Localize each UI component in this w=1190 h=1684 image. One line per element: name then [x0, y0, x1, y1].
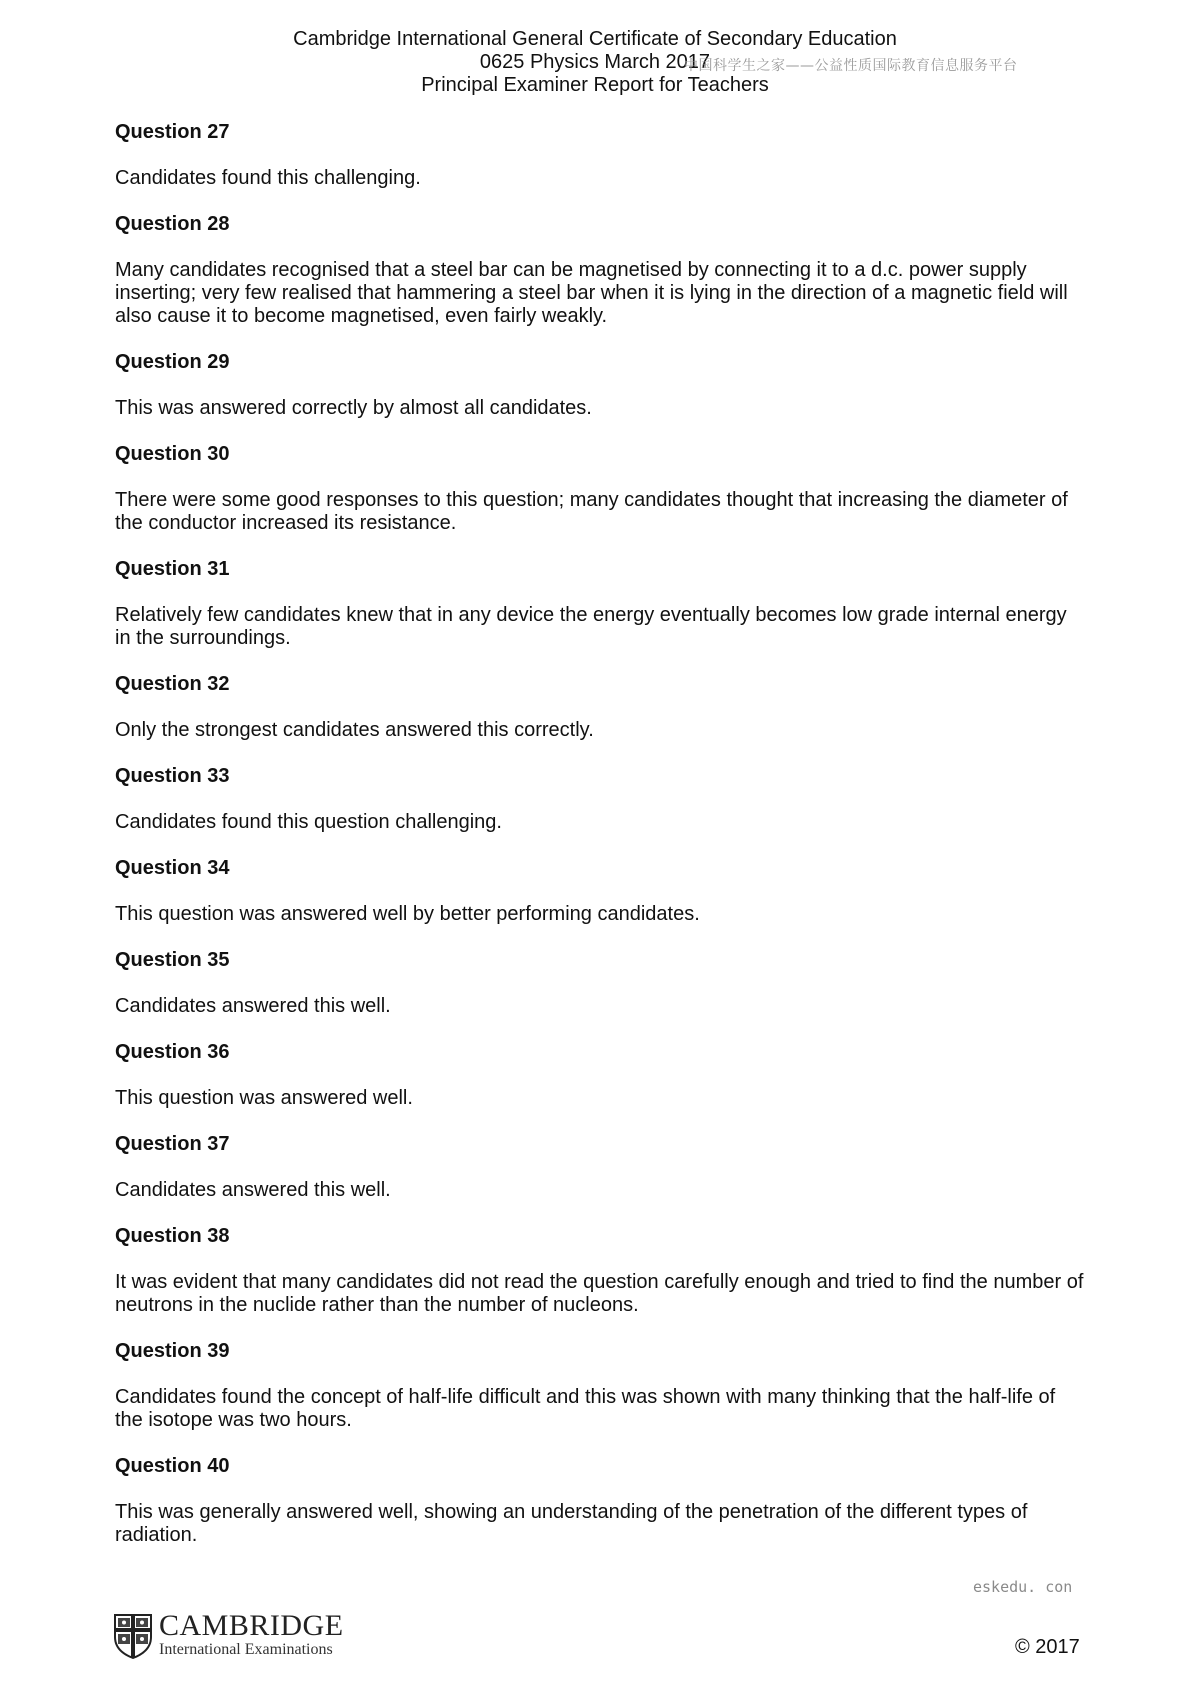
cambridge-logo	[113, 1609, 344, 1660]
question-title: Question 27	[115, 121, 230, 143]
question-title: Question 29	[115, 351, 230, 373]
question-title: Question 34	[115, 857, 230, 879]
header-syllabus: 0625 Physics March 2017	[479, 51, 711, 73]
question-comment: This question was answered well by better performing candidates.	[115, 903, 700, 925]
question-block	[115, 351, 1085, 420]
question-comment: There were some good responses to this question; many candidates thought that increasing the diameter of the conductor increased its resistance.	[115, 489, 1068, 534]
question-block	[115, 673, 1085, 742]
question-block	[115, 121, 1085, 190]
question-block	[115, 1133, 1085, 1202]
question-block	[115, 1340, 1085, 1432]
question-block	[115, 857, 1085, 926]
question-block	[115, 213, 1085, 328]
question-comment: Candidates answered this well.	[115, 1179, 391, 1201]
question-title: Question 35	[115, 949, 230, 971]
question-comment: It was evident that many candidates did not read the question carefully enough and tried to find the number of neutrons in the nuclide rather than the number of nucleons.	[115, 1271, 1084, 1316]
question-title: Question 30	[115, 443, 230, 465]
question-block	[115, 443, 1085, 535]
question-block	[115, 949, 1085, 1018]
question-comment: Candidates found the concept of half-life difficult and this was shown with many thinking that the half-life of the isotope was two hours.	[115, 1386, 1056, 1431]
question-title: Question 39	[115, 1340, 230, 1362]
question-comment: Many candidates recognised that a steel bar can be magnetised by connecting it to a d.c. power supply inserting; very few realised that hammering a steel bar when it is lying in the direction of a magnetic field will also cause it to become magnetised, even fairly weakly.	[115, 259, 1068, 327]
report-body	[115, 121, 1085, 1570]
question-title: Question 40	[115, 1455, 230, 1477]
question-title: Question 36	[115, 1041, 230, 1063]
crest-icon	[113, 1613, 153, 1659]
header-report-title: Principal Examiner Report for Teachers	[421, 74, 769, 96]
question-comment: This was generally answered well, showing an understanding of the penetration of the different types of radiation.	[115, 1501, 1028, 1546]
question-title: Question 31	[115, 558, 230, 580]
question-block	[115, 558, 1085, 650]
question-comment: This was answered correctly by almost all candidates.	[115, 397, 592, 419]
question-block	[115, 765, 1085, 834]
watermark-url: eskedu. con	[973, 1578, 1073, 1596]
question-title: Question 33	[115, 765, 230, 787]
question-comment: This question was answered well.	[115, 1087, 413, 1109]
copyright-notice: © 2017	[1015, 1636, 1080, 1658]
logo-subtitle: International Examinations	[159, 1641, 333, 1658]
question-title: Question 28	[115, 213, 230, 235]
watermark-chinese: 中国科学生之家——公益性质国际教育信息服务平台	[684, 58, 1018, 74]
question-comment: Candidates found this challenging.	[115, 167, 421, 189]
question-comment: Candidates found this question challenging.	[115, 811, 502, 833]
question-comment: Only the strongest candidates answered this correctly.	[115, 719, 594, 741]
question-comment: Candidates answered this well.	[115, 995, 391, 1017]
question-title: Question 37	[115, 1133, 230, 1155]
header-qualification: Cambridge International General Certificate of Secondary Education	[293, 28, 897, 50]
logo-name: CAMBRIDGE	[159, 1609, 344, 1642]
question-comment: Relatively few candidates knew that in any device the energy eventually becomes low grade internal energy in the surroundings.	[115, 604, 1067, 649]
question-title: Question 32	[115, 673, 230, 695]
question-block	[115, 1455, 1085, 1547]
question-block	[115, 1041, 1085, 1110]
question-block	[115, 1225, 1085, 1317]
question-title: Question 38	[115, 1225, 230, 1247]
